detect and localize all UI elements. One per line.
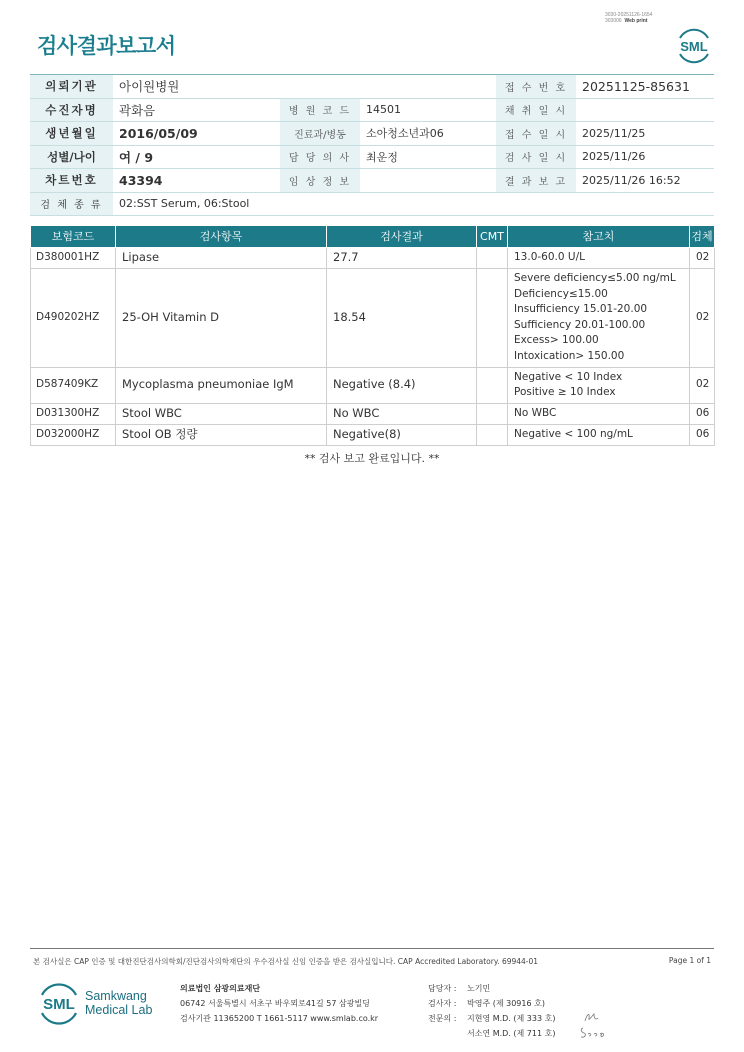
collection-date-value (576, 98, 714, 122)
row-code: D031300HZ (31, 403, 116, 424)
results-header-row (31, 226, 715, 247)
report-label: 결 과 보 고 (496, 169, 576, 193)
row-item: 25-OH Vitamin D (116, 268, 327, 367)
sml-footer-logo-icon (36, 981, 82, 1027)
brand-name (85, 989, 152, 1017)
page-title: 검사결과보고서 (37, 34, 176, 58)
staff-value: 박영주 (제 30916 호) (467, 999, 545, 1008)
staff-value: 서소연 M.D. (제 711 호) (467, 1029, 556, 1038)
row-reference (508, 367, 690, 403)
staff-key: 검사자 : (428, 999, 457, 1008)
results-table (30, 226, 715, 446)
birth-label: 생년월일 (30, 122, 113, 146)
info-row (30, 169, 714, 193)
hospital-code-label: 병 원 코 드 (280, 98, 360, 122)
reference-line: Severe deficiency≤5.00 ng/mL (514, 272, 676, 284)
signature-icon (578, 1024, 608, 1040)
clinical-label: 임 상 정 보 (280, 169, 360, 193)
patient-value: 곽화음 (113, 98, 280, 122)
org-name: 의료법인 삼광의료재단 (180, 984, 261, 993)
info-row (30, 75, 714, 99)
reference-line: 13.0-60.0 U/L (514, 250, 585, 263)
reference-line: Negative < 100 ng/mL (514, 427, 633, 440)
info-row (30, 145, 714, 169)
row-item: Stool OB 정량 (116, 424, 327, 445)
hospital-code-value: 14501 (360, 98, 496, 122)
table-row (31, 247, 715, 268)
row-item: Mycoplasma pneumoniae IgM (116, 367, 327, 403)
document-id (605, 12, 652, 24)
row-code: D380001HZ (31, 247, 116, 268)
staff-key: 전문의 : (428, 1014, 457, 1023)
sex-age-label: 성별/나이 (30, 145, 113, 169)
reference-line: Insufficiency 15.01-20.00 (514, 303, 648, 315)
staff-row (428, 1011, 555, 1026)
institution-label: 의뢰기관 (30, 75, 113, 99)
logo-text: SML (680, 39, 708, 54)
row-item: Lipase (116, 247, 327, 268)
reference-line: Intoxication> 150.00 (514, 349, 625, 362)
reference-line: Negative < 10 Index (514, 370, 623, 383)
row-cmt (477, 247, 508, 268)
row-code: D032000HZ (31, 424, 116, 445)
row-cmt (477, 367, 508, 403)
dept-value: 소아청소년과06 (360, 122, 496, 146)
row-result: Negative (8.4) (327, 367, 477, 403)
brand-line-2: Medical Lab (85, 1003, 153, 1017)
report-complete-text: ** 검사 보고 완료입니다. ** (304, 452, 440, 465)
table-row (31, 403, 715, 424)
signature-icon (582, 1010, 606, 1024)
footer-logo-text: SML (43, 996, 75, 1013)
row-specimen: 06 (690, 403, 715, 424)
patient-label: 수진자명 (30, 98, 113, 122)
receipt-no-value: 20251125-85631 (576, 75, 714, 99)
organization-info (180, 981, 378, 1026)
row-code: D490202HZ (31, 268, 116, 367)
info-row (30, 98, 714, 122)
row-result: 27.7 (327, 247, 477, 268)
header-cmt: CMT (477, 226, 508, 247)
row-reference (508, 268, 690, 367)
staff-info (428, 981, 555, 1041)
row-specimen: 06 (690, 424, 715, 445)
report-value: 2025/11/26 16:52 (576, 169, 714, 193)
document-code-2: 303006 Web print (605, 18, 648, 24)
chart-no-value: 43394 (113, 169, 280, 193)
receipt-no-label: 접 수 번 호 (496, 75, 576, 99)
staff-key (428, 1026, 467, 1041)
org-address: 06742 서울특별시 서초구 바우뫼로41길 57 삼광빌딩 (180, 999, 370, 1008)
table-row (31, 268, 715, 367)
test-date-label: 검 사 일 시 (496, 145, 576, 169)
row-reference (508, 403, 690, 424)
receipt-date-label: 접 수 일 시 (496, 122, 576, 146)
info-row (30, 192, 714, 216)
institution-value: 아이원병원 (113, 75, 496, 99)
reference-line: Sufficiency 20.01-100.00 (514, 318, 646, 331)
receipt-date-value: 2025/11/25 (576, 122, 714, 146)
chart-no-label: 차트번호 (30, 169, 113, 193)
header-code: 보험코드 (31, 226, 116, 247)
doctor-value: 최운정 (360, 145, 496, 169)
specimen-value: 02:SST Serum, 06:Stool (113, 192, 714, 216)
page-number: Page 1 of 1 (668, 956, 711, 965)
row-specimen: 02 (690, 367, 715, 403)
row-cmt (477, 403, 508, 424)
doctor-label: 담 당 의 사 (280, 145, 360, 169)
row-reference (508, 424, 690, 445)
org-contact: 검사기관 11365200 T 1661-5117 www.smlab.co.kr (180, 1014, 379, 1023)
staff-key: 담당자 : (428, 984, 457, 993)
row-cmt (477, 268, 508, 367)
header-specimen: 검체 (690, 226, 715, 247)
header-result: 검사결과 (327, 226, 477, 247)
reference-line: Deficiency≤15.00 (514, 287, 608, 300)
row-cmt (477, 424, 508, 445)
row-result: No WBC (327, 403, 477, 424)
staff-row (428, 981, 555, 996)
header-item: 검사항목 (116, 226, 327, 247)
staff-value: 노기민 (467, 984, 491, 993)
table-row (31, 424, 715, 445)
row-result: Negative(8) (327, 424, 477, 445)
row-specimen: 02 (690, 268, 715, 367)
row-item: Stool WBC (116, 403, 327, 424)
staff-row (428, 1026, 555, 1041)
patient-info-table (30, 74, 714, 216)
sml-logo-icon (674, 26, 714, 66)
reference-line: Excess> 100.00 (514, 334, 599, 346)
document-code-1: 3030-20251126-1654 (605, 12, 653, 18)
row-code: D587409KZ (31, 367, 116, 403)
certification-text: 본 검사실은 CAP 인증 및 대한진단검사의학회/진단검사의학재단의 우수검사실 신임 인증을 받은 검사실입니다. CAP Accredited Laboratory. 69944-01 (33, 957, 539, 966)
collection-date-label: 채 취 일 시 (496, 98, 576, 122)
row-reference (508, 247, 690, 268)
info-row (30, 122, 714, 146)
dept-label: 진료과/병동 (280, 122, 360, 146)
reference-line: No WBC (514, 406, 557, 419)
staff-value: 지현영 M.D. (제 333 호) (467, 1014, 556, 1023)
row-specimen: 02 (690, 247, 715, 268)
specimen-label: 검 체 종 류 (30, 192, 113, 216)
sex-age-value: 여 / 9 (113, 145, 280, 169)
clinical-value (360, 169, 496, 193)
footer-divider (30, 948, 714, 949)
test-date-value: 2025/11/26 (576, 145, 714, 169)
row-result: 18.54 (327, 268, 477, 367)
table-row (31, 367, 715, 403)
reference-line: Positive ≥ 10 Index (514, 386, 616, 398)
header-reference: 참고치 (508, 226, 690, 247)
print-label: Web print (624, 18, 648, 24)
brand-line-1: Samkwang (85, 989, 147, 1003)
birth-value: 2016/05/09 (113, 122, 280, 146)
staff-row (428, 996, 555, 1011)
